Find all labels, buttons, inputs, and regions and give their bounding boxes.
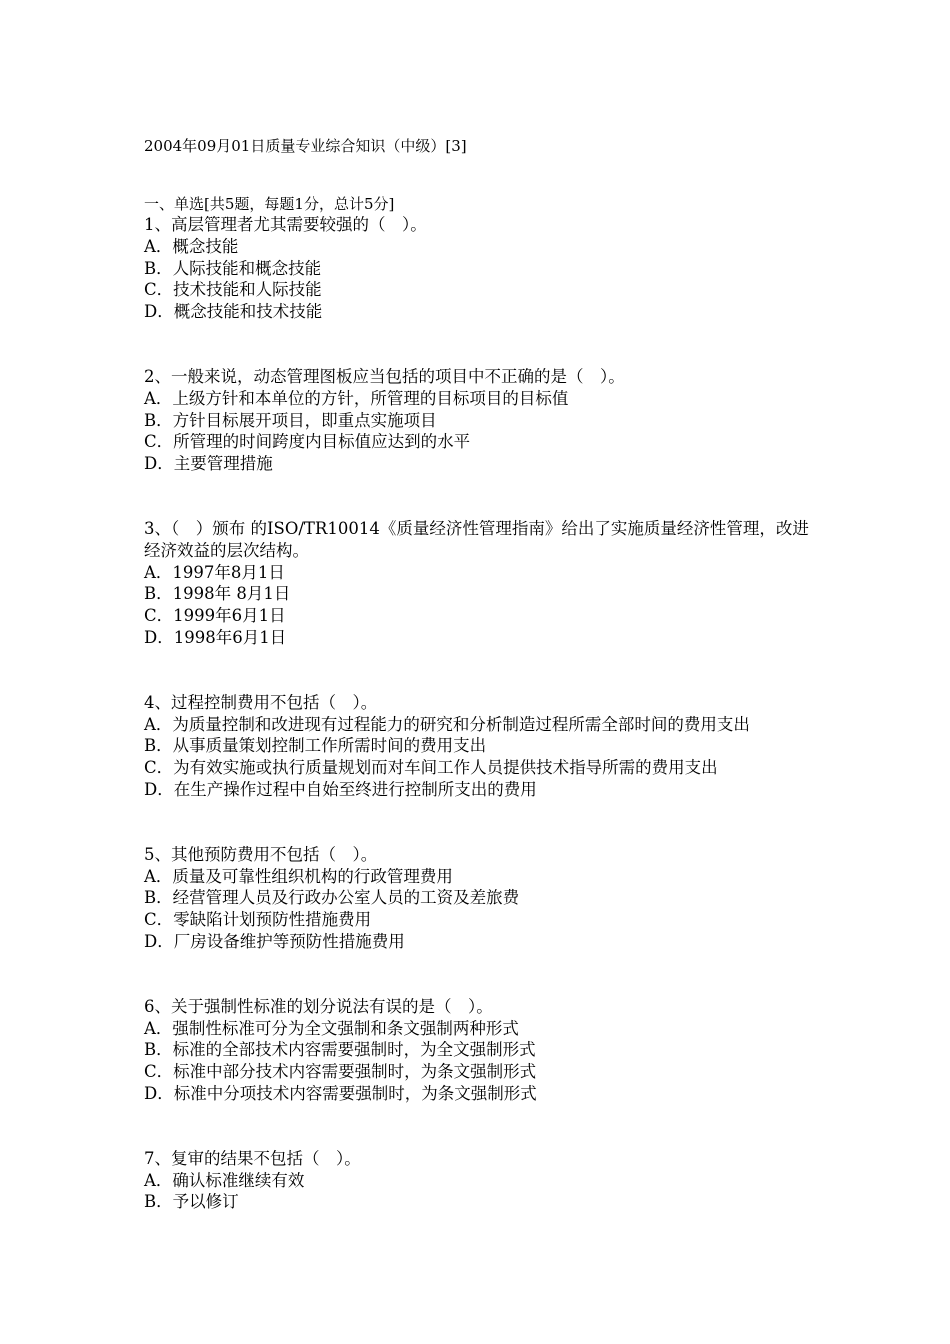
option-a: A．质量及可靠性组织机构的行政管理费用 [144, 866, 453, 886]
option-a: A．概念技能 [144, 236, 239, 256]
question-4 [144, 692, 814, 801]
document-title: 2004年09月01日质量专业综合知识（中级）[3] [144, 137, 467, 155]
option-b: B．1998年 8月1日 [144, 584, 291, 604]
option-c: C．标准中部分技术内容需要强制时，为条文强制形式 [144, 1062, 537, 1082]
question-stem: 5、其他预防费用不包括（ ）。 [144, 844, 378, 864]
question-stem: 1、高层管理者尤其需要较强的（ ）。 [144, 215, 427, 234]
question-6 [144, 996, 814, 1105]
option-b: B．经营管理人员及行政办公室人员的工资及差旅费 [144, 888, 520, 908]
question-1 [144, 214, 814, 323]
question-stem: 6、关于强制性标准的划分说法有误的是（ ）。 [144, 996, 493, 1016]
question-stem: 4、过程控制费用不包括（ ）。 [144, 692, 378, 712]
option-d: D．1998年6月1日 [144, 627, 287, 647]
option-d: D．在生产操作过程中自始至终进行控制所支出的费用 [144, 779, 537, 799]
option-b: B．予以修订 [144, 1192, 239, 1212]
option-d: D．概念技能和技术技能 [144, 302, 323, 322]
option-b: B．方针目标展开项目，即重点实施项目 [144, 410, 437, 430]
option-a: A．为质量控制和改进现有过程能力的研究和分析制造过程所需全部时间的费用支出 [144, 714, 750, 734]
option-c: C．技术技能和人际技能 [144, 280, 322, 300]
option-d: D．标准中分项技术内容需要强制时，为条文强制形式 [144, 1083, 537, 1103]
option-b: B．从事质量策划控制工作所需时间的费用支出 [144, 736, 487, 756]
option-c: C．1999年6月1日 [144, 606, 286, 626]
option-a: A．1997年8月1日 [144, 562, 285, 582]
option-a: A．确认标准继续有效 [144, 1170, 305, 1190]
option-b: B．人际技能和概念技能 [144, 258, 322, 278]
document-page [144, 136, 814, 1213]
option-a: A．上级方针和本单位的方针，所管理的目标项目的目标值 [144, 388, 569, 408]
question-2 [144, 366, 814, 475]
section-header: 一、单选[共5题，每题1分，总计5分] [144, 195, 395, 213]
question-stem: 7、复审的结果不包括（ ）。 [144, 1148, 361, 1168]
option-d: D．厂房设备维护等预防性措施费用 [144, 931, 405, 951]
option-b: B．标准的全部技术内容需要强制时，为全文强制形式 [144, 1040, 536, 1060]
question-3 [144, 518, 814, 649]
option-a: A．强制性标准可分为全文强制和条文强制两种形式 [144, 1018, 519, 1038]
question-stem: 3、（ ）颁布 的ISO/TR10014《质量经济性管理指南》给出了实施质量经济性管理，改进经济效益的层次结构。 [144, 518, 809, 560]
option-d: D．主要管理措施 [144, 454, 273, 474]
question-stem: 2、一般来说，动态管理图板应当包括的项目中不正确的是（ ）。 [144, 366, 625, 386]
option-c: C．所管理的时间跨度内目标值应达到的水平 [144, 432, 471, 452]
question-5 [144, 844, 814, 953]
option-c: C．为有效实施或执行质量规划而对车间工作人员提供技术指导所需的费用支出 [144, 758, 718, 778]
option-c: C．零缺陷计划预防性措施费用 [144, 910, 372, 930]
question-7 [144, 1148, 814, 1213]
